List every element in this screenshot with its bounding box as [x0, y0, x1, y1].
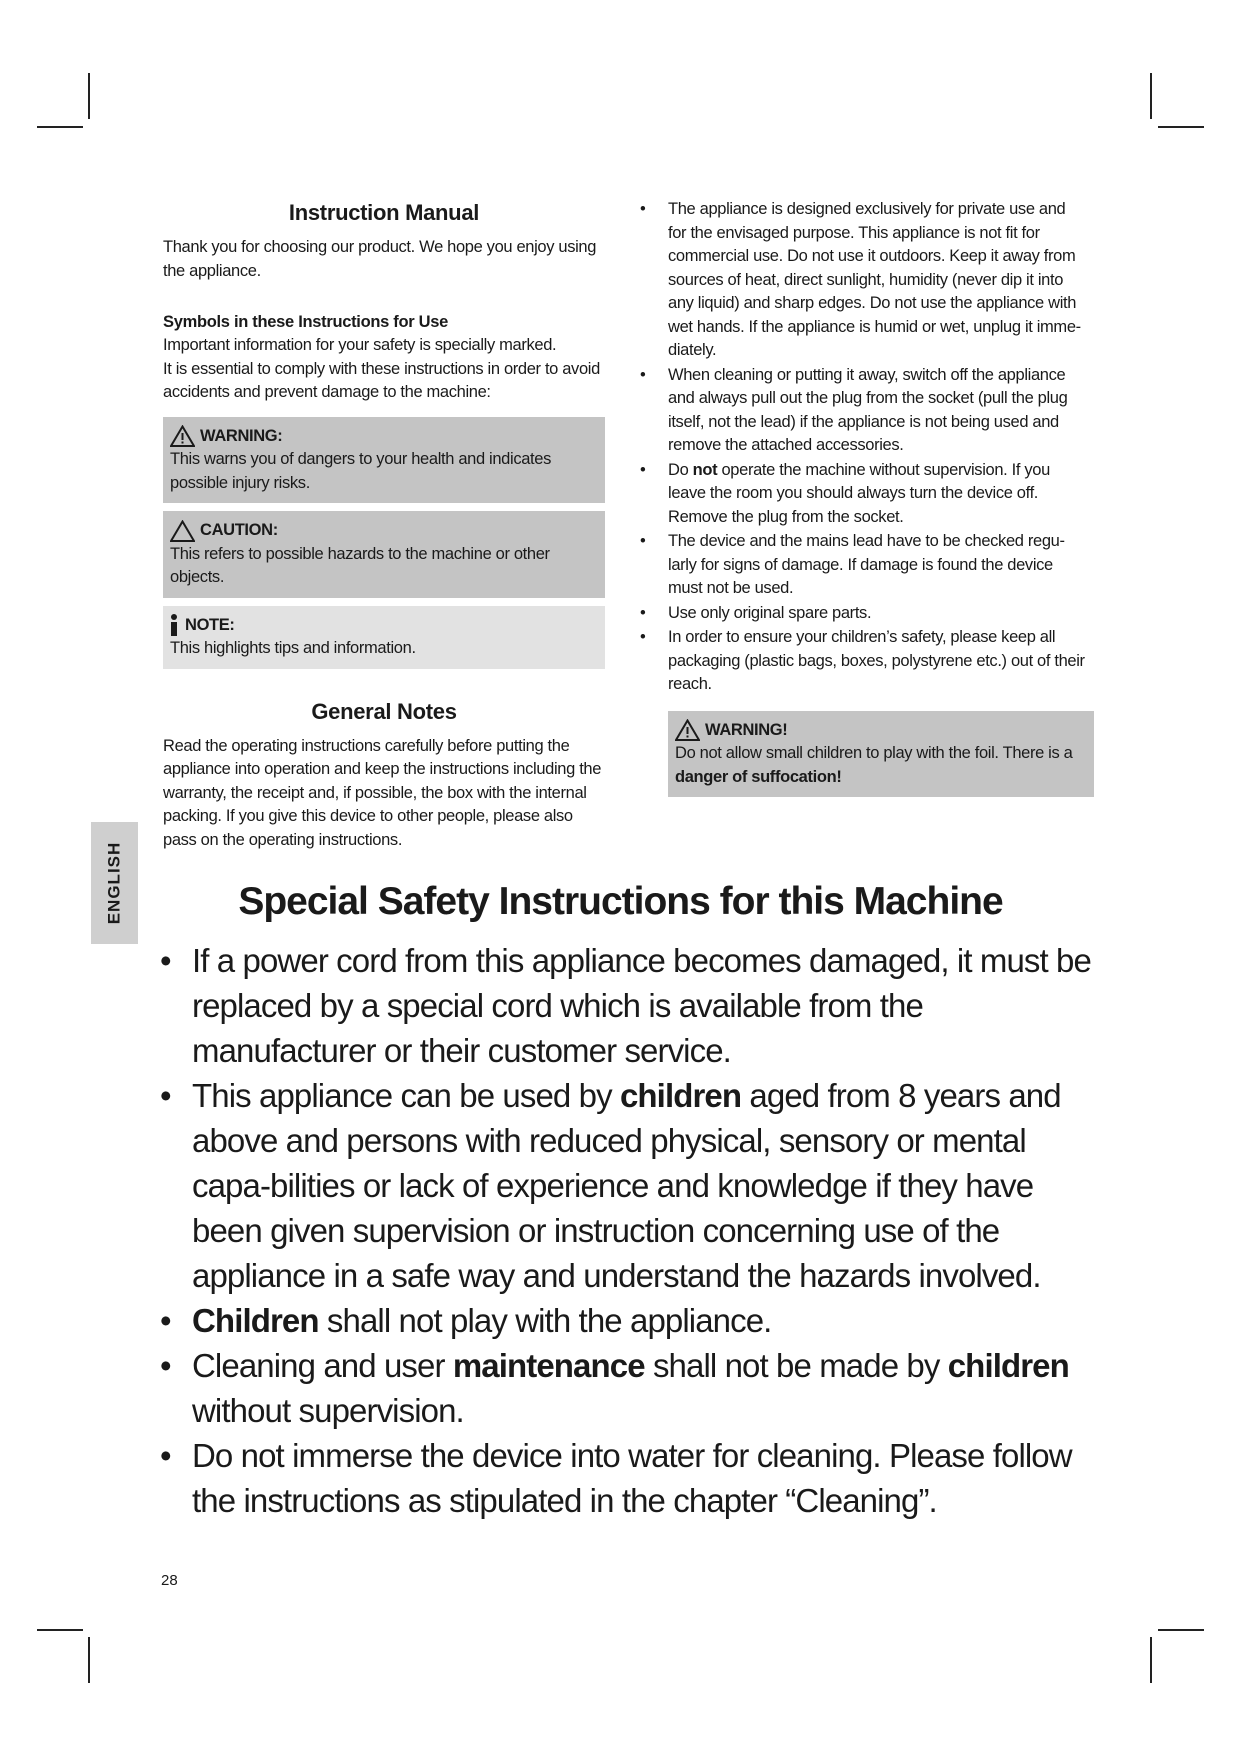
warning-label: WARNING: — [200, 426, 283, 445]
right-column — [640, 198, 1085, 797]
list-item: • The device and the mains lead have to be checked regu-larly for signs of damage. If damage is found the device must not be used. — [640, 530, 1085, 601]
crop-mark — [1150, 1637, 1152, 1683]
intro-text: Thank you for choosing our product. We hope you enjoy using the appliance. — [163, 238, 597, 280]
general-notes-title: General Notes — [311, 698, 457, 724]
note-box — [163, 606, 605, 669]
safety-title: Special Safety Instructions for this Machine — [238, 880, 1003, 923]
warning-triangle-icon — [675, 719, 700, 741]
language-label: ENGLISH — [104, 841, 124, 925]
warning2-label: WARNING! — [705, 720, 788, 739]
crop-mark — [1158, 126, 1204, 128]
note-text: This highlights tips and information. — [170, 639, 416, 657]
crop-mark — [37, 1629, 83, 1631]
caution-text: This refers to possible hazards to the machine or other objects. — [170, 544, 550, 586]
safety-item: • Do not immerse the device into water for cleaning. Please follow the instructions as stipulated in the chapter “Cleaning”. — [160, 1433, 1100, 1523]
warning2-text: Do not allow small children to play with the foil. There is a danger of suffocation! — [675, 744, 1073, 786]
warning-triangle-icon — [170, 425, 195, 447]
warning-box-children — [668, 711, 1094, 798]
warning-box — [163, 417, 605, 504]
safety-item: • Cleaning and user maintenance shall not be made by children without supervision. — [160, 1343, 1100, 1433]
general-notes-text: Read the operating instructions carefully before putting the appliance into operation and keep the instructions including the warranty, the receipt and, if possible, the box with the internal packing. If you give this device to other people, please also pass on the operating instructions. — [163, 736, 602, 849]
list-item: • Do not operate the machine without supervision. If you leave the room you should always turn the device off. Remove the plug from the socket. — [640, 459, 1085, 530]
safety-item: • This appliance can be used by children aged from 8 years and above and persons with reduced physical, sensory or mental capa-bilities or lack of experience and knowledge if they have been given supervision or instruction concerning use of the appliance in a safe way and understand the hazards involved. — [160, 1073, 1100, 1298]
symbols-heading: Symbols in these Instructions for Use — [163, 313, 449, 331]
caution-triangle-icon — [170, 520, 195, 542]
safety-item: • Children shall not play with the appliance. — [160, 1298, 1100, 1343]
warning-text: This warns you of dangers to your health and indicates possible injury risks. — [170, 450, 551, 492]
list-item: • In order to ensure your children’s safety, please keep all packaging (plastic bags, boxes, polystyrene etc.) out of their reach. — [640, 626, 1085, 697]
info-icon — [170, 614, 178, 636]
crop-mark — [88, 73, 90, 119]
symbols-text-2: It is essential to comply with these instructions in order to avoid accidents and prevent damage to the machine: — [163, 359, 600, 401]
crop-mark — [88, 1637, 90, 1683]
list-item: • Use only original spare parts. — [640, 602, 1085, 626]
page-number: 28 — [161, 1572, 178, 1589]
list-item: • The appliance is designed exclusively for private use and for the envisaged purpose. This appliance is not fit for commercial use. Do not use it outdoors. Keep it away from sources of heat, direct sunlight, humidity (never dip it into any liquid) and sharp edges. Do not use the appliance with wet hands. If the appliance is humid or wet, unplug it imme-diately. — [640, 198, 1085, 363]
crop-mark — [1150, 73, 1152, 119]
manual-title: Instruction Manual — [288, 200, 480, 225]
safety-item: • If a power cord from this appliance becomes damaged, it must be replaced by a special cord which is available from the manufacturer or their customer service. — [160, 938, 1100, 1073]
crop-mark — [1158, 1629, 1204, 1631]
safety-list — [160, 938, 1100, 1523]
symbols-text-1: Important information for your safety is specially marked. — [163, 336, 557, 354]
crop-mark — [37, 126, 83, 128]
caution-box — [163, 511, 605, 598]
left-column — [163, 200, 605, 852]
list-item: • When cleaning or putting it away, switch off the appliance and always pull out the plug from the socket (pull the plug itself, not the lead) if the appliance is not being used and remove the attached accessories. — [640, 364, 1085, 458]
caution-label: CAUTION: — [200, 521, 278, 539]
note-label: NOTE: — [185, 615, 235, 634]
